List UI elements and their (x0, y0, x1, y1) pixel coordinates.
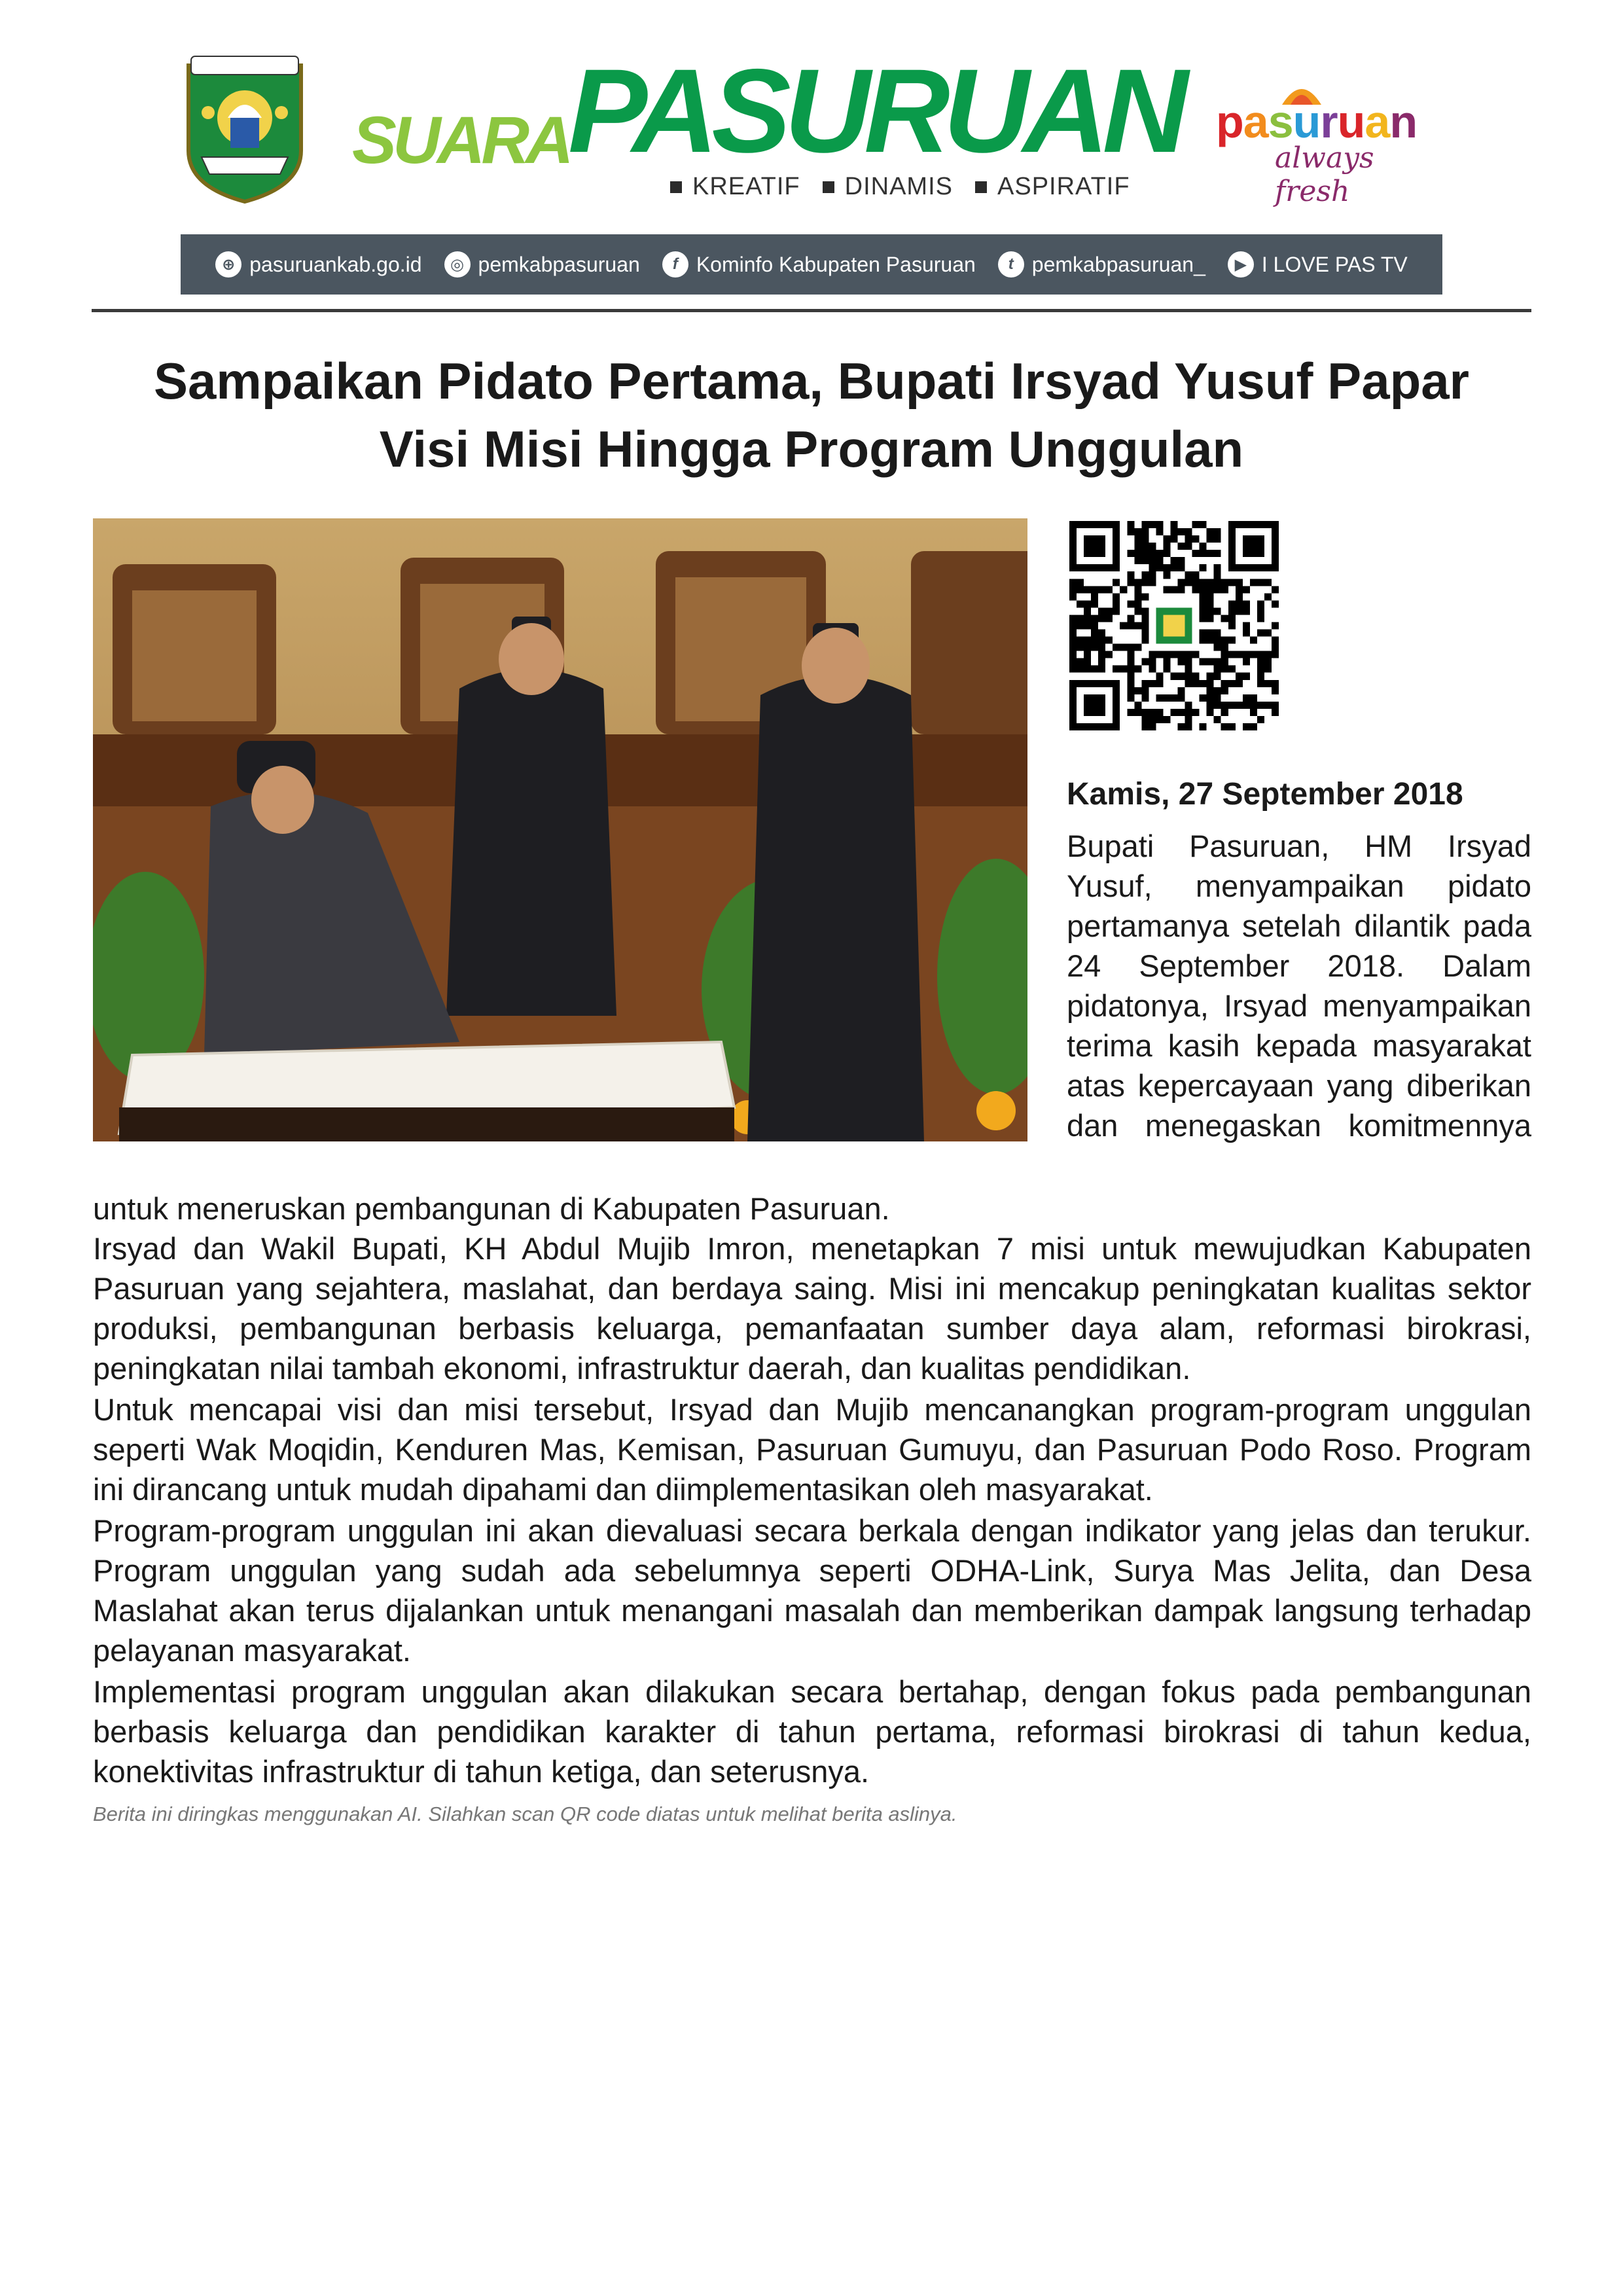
social-link-instagram[interactable]: ◎ pemkabpasuruan (444, 251, 640, 278)
tagline (670, 173, 1181, 201)
social-link-twitter[interactable]: t pemkabpasuruan_ (998, 251, 1205, 278)
regency-crest-logo (182, 52, 308, 204)
article-body (93, 1229, 1531, 1793)
headline-line-1: Sampaikan Pidato Pertama, Bupati Irsyad Yusuf Papar (154, 352, 1469, 410)
headline-line-2: Visi Misi Hingga Program Unggulan (379, 420, 1244, 478)
lead-paragraph-continued: untuk meneruskan pembangunan di Kabupaten Pasuruan. (93, 1191, 890, 1226)
tagline-item: KREATIF (670, 173, 800, 201)
youtube-icon: ▶ (1228, 251, 1254, 278)
brand-pasuruan: PASURUAN (568, 44, 1182, 177)
brand-suara: SUARA (352, 103, 570, 177)
body-paragraph: Program-program unggulan ini akan dievaluasi secara berkala dengan indikator yang jelas dan terukur. Program unggulan yang sudah ada sebelumnya seperti ODHA-Link, Surya Mas Jelita, dan Desa Maslahat akan terus dijalankan untuk menangani masalah dan memberikan dampak langsung terhadap pelayanan masyarakat. (93, 1513, 1531, 1668)
body-paragraph: Irsyad dan Wakil Bupati, KH Abdul Mujib Imron, menetapkan 7 misi untuk mewujudkan Kabupaten Pasuruan yang sejahtera, maslahat, dan berdaya saing. Misi ini mencakup peningkatan kualitas sektor produksi, pembangunan berbasis keluarga, pemanfaatan sumber daya alam, reformasi birokrasi, peningkatan nilai tambah ekonomi, infrastruktur daerah, dan kualitas pendidikan. (93, 1231, 1531, 1386)
twitter-icon: t (998, 251, 1024, 278)
article-photo (93, 518, 1027, 1141)
suara-pasuruan-wordmark (347, 44, 1182, 177)
qr-code[interactable] (1069, 521, 1279, 730)
body-paragraph: Untuk mencapai visi dan misi tersebut, Irsyad dan Mujib mencanangkan program-program unggulan seperti Wak Moqidin, Kenduren Mas, Kemisan, Pasuruan Gumuyu, dan Pasuruan Podo Roso. Program ini dirancang untuk mudah dipahami dan diimplementasikan oleh masyarakat. (93, 1392, 1531, 1507)
pasuruan-always-fresh-logo (1216, 80, 1452, 208)
social-link-website[interactable]: ⊕ pasuruankab.go.id (215, 251, 421, 278)
tagline-item: ASPIRATIF (975, 173, 1130, 201)
tourism-slogan: always fresh (1275, 141, 1374, 208)
article-headline (92, 347, 1531, 483)
lead-paragraph-side: Bupati Pasuruan, HM Irsyad Yusuf, menyampaikan pidato pertamanya setelah dilantik pada 24 September 2018. Dalam pidatonya, Irsyad menyampaikan terima kasih kepada masyarakat atas kepercayaan yang diberikan dan menegaskan komitmennya (1067, 829, 1531, 1143)
article-date: Kamis, 27 September 2018 (1067, 777, 1463, 812)
social-links-bar (181, 234, 1442, 295)
facebook-icon: f (662, 251, 688, 278)
ai-summary-footnote: Berita ini diringkas menggunakan AI. Silahkan scan QR code diatas untuk melihat berita aslinya. (93, 1803, 957, 1825)
square-bullet-icon (823, 181, 834, 193)
globe-icon: ⊕ (215, 251, 241, 278)
instagram-icon: ◎ (444, 251, 471, 278)
square-bullet-icon (975, 181, 987, 193)
social-link-facebook[interactable]: f Kominfo Kabupaten Pasuruan (662, 251, 976, 278)
tourism-word: pasuruan (1216, 96, 1418, 147)
body-paragraph: Implementasi program unggulan akan dilakukan secara bertahap, dengan fokus pada pembangunan berbasis keluarga dan pendidikan karakter di tahun pertama, reformasi birokrasi di tahun kedua, konektivitas infrastruktur di tahun ketiga, dan seterusnya. (93, 1674, 1531, 1789)
social-link-youtube[interactable]: ▶ I LOVE PAS TV (1228, 251, 1408, 278)
header-divider (92, 309, 1531, 312)
tagline-item: DINAMIS (823, 173, 953, 201)
square-bullet-icon (670, 181, 682, 193)
